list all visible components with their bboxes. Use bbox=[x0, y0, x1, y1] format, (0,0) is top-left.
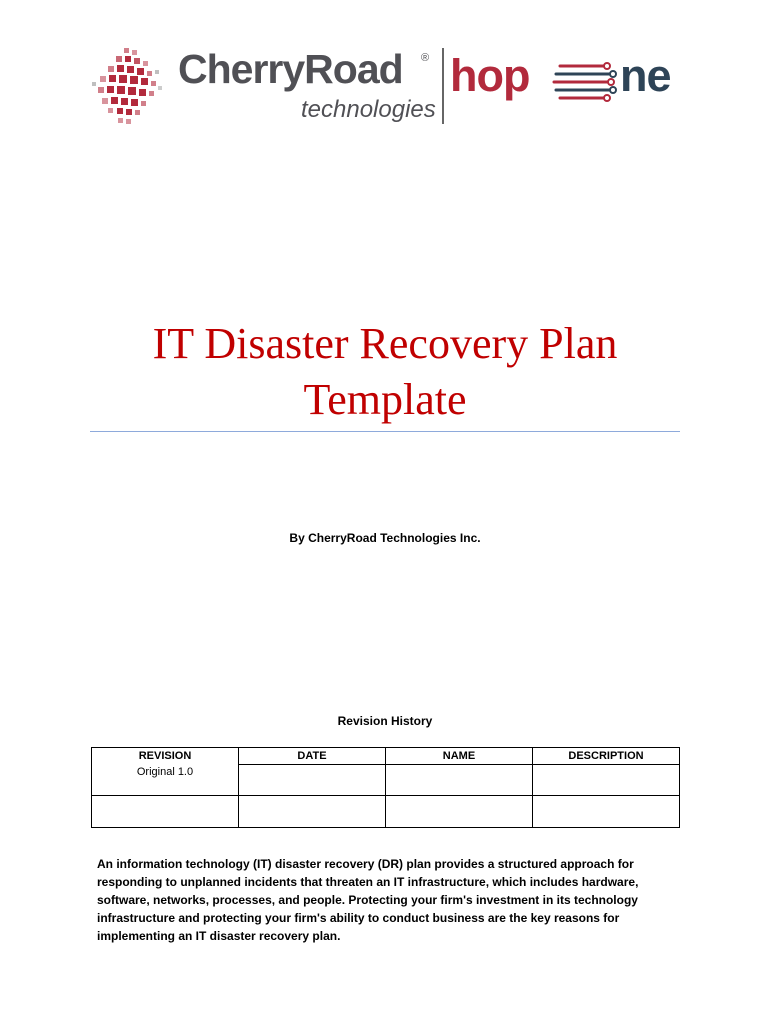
table-row bbox=[92, 796, 680, 828]
table-header-row bbox=[92, 748, 680, 765]
description-cell bbox=[533, 765, 680, 796]
header-description: DESCRIPTION bbox=[533, 748, 680, 765]
title-line-1: IT Disaster Recovery Plan bbox=[152, 319, 618, 368]
revision-cell bbox=[92, 796, 239, 828]
cherryroad-grid-sphere-icon bbox=[90, 40, 170, 140]
registered-mark: ® bbox=[421, 52, 430, 64]
header-name: NAME bbox=[386, 748, 533, 765]
date-cell bbox=[239, 796, 386, 828]
brand-subtitle: technologies bbox=[301, 96, 436, 123]
title-line-2: Template bbox=[303, 375, 467, 424]
brand-name: CherryRoad bbox=[178, 46, 403, 92]
circuit-o-icon bbox=[552, 50, 618, 114]
date-cell bbox=[239, 765, 386, 796]
header-date: DATE bbox=[239, 748, 386, 765]
header-revision: REVISION bbox=[92, 748, 239, 765]
table-row bbox=[92, 765, 680, 796]
revision-cell: Original 1.0 bbox=[92, 765, 239, 796]
name-cell bbox=[386, 796, 533, 828]
document-title bbox=[90, 316, 680, 428]
revision-history-table bbox=[91, 747, 680, 828]
partner-name-prefix: hop bbox=[450, 50, 530, 101]
logo-divider bbox=[442, 48, 444, 124]
partner-name-suffix: ne bbox=[620, 50, 671, 101]
author-line: By CherryRoad Technologies Inc. bbox=[289, 531, 481, 545]
logo-area bbox=[90, 40, 690, 140]
revision-history-heading: Revision History bbox=[337, 714, 433, 728]
name-cell bbox=[386, 765, 533, 796]
title-rule bbox=[90, 431, 680, 432]
description-cell bbox=[533, 796, 680, 828]
intro-paragraph: An information technology (IT) disaster recovery (DR) plan provides a structured approach for responding to unplanned incidents that threaten an IT infrastructure, which includes hardware, software, networks, processes, and people. Protecting your firm's investment in its technology infrastructure and protecting your firm's ability to conduct business are the key reasons for implementing an IT disaster recovery plan. bbox=[97, 857, 639, 943]
